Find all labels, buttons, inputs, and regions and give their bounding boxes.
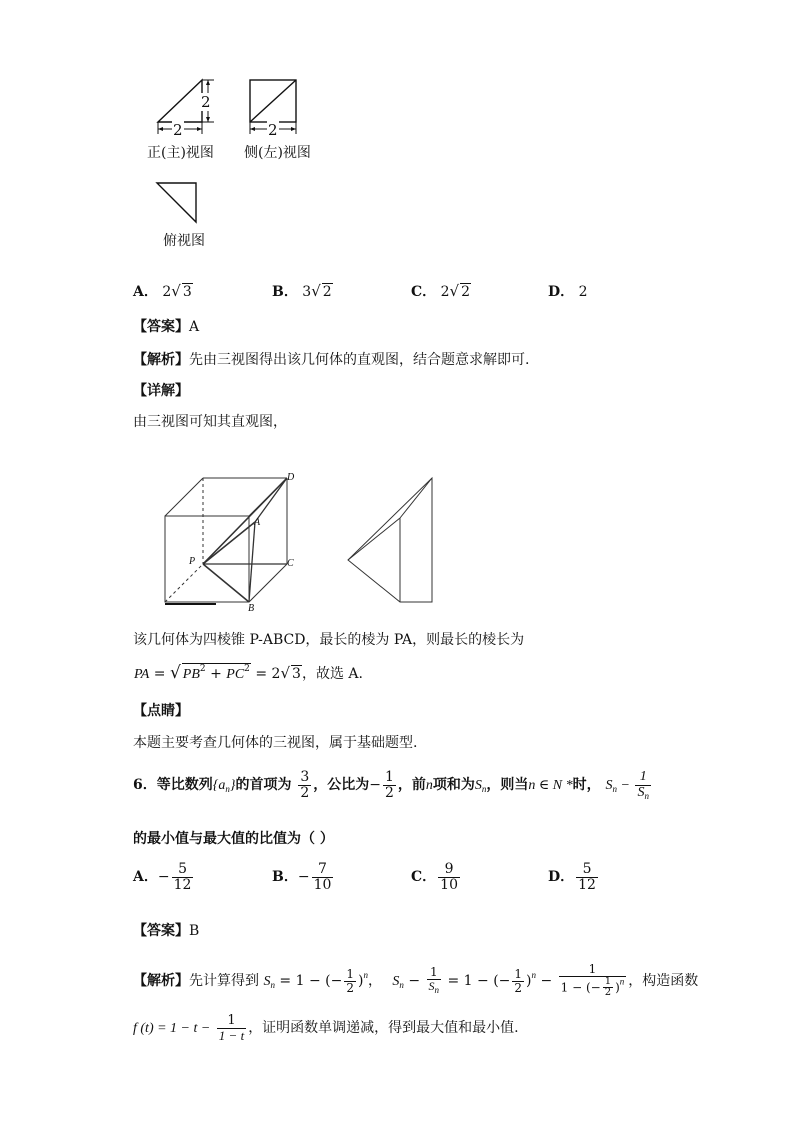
vertex-label-c: C <box>287 558 294 569</box>
formula-exp2: 2 <box>244 664 250 674</box>
option-sign: − <box>157 869 170 886</box>
option-letter: A． <box>133 284 158 300</box>
analysis-text: 先由三视图得出该几何体的直观图，结合题意求解即可. <box>189 352 530 368</box>
option-frac: $\frac{5}{12}$ <box>173 861 192 893</box>
q6-ratio: $\frac{1}{2}$ <box>385 768 394 801</box>
function-def: f (t) = 1 − t − <box>133 1021 211 1036</box>
pyramid-intuitive-figure <box>344 474 440 610</box>
q6-n: n <box>425 778 433 793</box>
q6-expression: $S_n$ − $\frac{1}{S_n}$ <box>605 769 649 801</box>
q6-analysis-line2: f (t) = 1 − t − $\frac{1}{1 - t}$ ，证明函数单调递减，得到最大值和最小值. <box>133 1012 519 1043</box>
formula-exp1: 2 <box>199 664 206 674</box>
sn-expression: = 1 − (− <box>279 973 343 989</box>
answer-tag: 【答案】 <box>133 923 189 939</box>
option-letter: C． <box>411 869 437 886</box>
option-value: 2 <box>578 284 588 300</box>
formula-coef: 2 <box>271 666 281 682</box>
q5-option-d[interactable] <box>548 281 588 301</box>
option-sign: − <box>297 869 310 886</box>
q6-condition: n ∈ N * <box>528 778 573 793</box>
side-view-width-label: 2 <box>268 121 278 139</box>
option-letter: D． <box>548 869 575 886</box>
q6-text: 等比数列 <box>156 777 213 793</box>
vertex-label-p: P <box>189 556 196 567</box>
q6-seq-sub: n <box>225 784 230 794</box>
top-view-figure <box>154 180 200 226</box>
q5-comment: 本题主要考查几何体的三视图，属于基础题型. <box>133 735 418 751</box>
formula-term2: PC <box>226 667 245 682</box>
option-letter: C． <box>411 284 437 300</box>
front-view-height-label: 2 <box>201 93 211 111</box>
q5-conclusion: 该几何体为四棱锥 P-ABCD，最长的棱为 PA，则最长的棱长为 <box>133 632 525 648</box>
q6-option-a[interactable] <box>133 862 195 892</box>
q6-answer <box>133 920 199 940</box>
option-frac: $\frac{9}{10}$ <box>440 861 458 893</box>
answer-tag: 【答案】 <box>133 319 189 335</box>
option-frac: $\frac{7}{10}$ <box>313 861 332 893</box>
q6-text: 时， <box>572 777 601 793</box>
q6-seq-end: } <box>229 778 236 793</box>
sn-expression-2: = 1 − (− <box>447 973 511 989</box>
q5-option-c[interactable]: C． 2√ 2 <box>411 282 471 300</box>
answer-value: B <box>189 923 200 939</box>
analysis-tag: 【解析】 <box>133 352 189 368</box>
option-coef: 2 <box>162 284 172 300</box>
q5-detail-tag: 【详解】 <box>133 383 189 399</box>
q6-text: ，则当 <box>486 777 529 793</box>
option-coef: 2 <box>440 284 450 300</box>
q5-comment-tag: 【点睛】 <box>133 703 189 719</box>
analysis-text: ，证明函数单调递减，得到最大值和最小值. <box>248 1020 519 1036</box>
option-radicand: 2 <box>322 284 332 300</box>
option-radicand: 2 <box>461 284 471 300</box>
q6-option-d[interactable] <box>548 862 600 892</box>
answer-value: A <box>189 319 200 335</box>
q6-stem-line2: 的最小值与最大值的比值为（ ） <box>133 831 334 847</box>
vertex-label-d: D <box>287 472 295 483</box>
vertex-label-a: A <box>254 517 261 528</box>
q5-option-a[interactable]: A． 2√ 3 <box>133 282 192 300</box>
q6-option-b[interactable] <box>272 862 335 892</box>
q5-analysis <box>133 349 529 369</box>
q6-number: 6． <box>133 777 157 793</box>
option-letter: A． <box>133 869 158 886</box>
q6-stem-line1: 6．等比数列$\{a_n\}$的首项为 $\frac{3}{2}$ ，公比为− $\frac{1}{2}$ ，前n项和为$S_n$，则当n ∈ N *时， $S_n$ − $\frac{1}{S_n}$ <box>133 769 653 805</box>
q6-text: 项和为 <box>432 777 475 793</box>
option-letter: D． <box>548 284 575 300</box>
analysis-text: ，构造函数 <box>628 973 699 989</box>
q6-first-term: $\frac{3}{2}$ <box>300 768 310 801</box>
q6-text: ，前 <box>397 777 426 793</box>
front-view-caption: 正(主)视图 <box>147 145 214 161</box>
formula-lhs: PA <box>134 667 150 682</box>
q6-text: ，公比为 <box>313 777 370 793</box>
q5-option-b[interactable]: B． 3√ 2 <box>272 282 332 300</box>
formula-term1: PB <box>182 667 200 682</box>
q6-ratio-sign: − <box>369 777 381 793</box>
top-view-caption: 俯视图 <box>163 233 205 249</box>
vertex-label-b: B <box>248 603 255 614</box>
analysis-tag: 【解析】 <box>133 973 189 989</box>
q6-text: 的首项为 <box>235 777 292 793</box>
option-coef: 3 <box>302 284 312 300</box>
cube-intuitive-figure <box>158 470 303 618</box>
option-letter: B． <box>272 284 298 300</box>
q6-analysis-line1: 【解析】先计算得到 $S_n = 1$ − (− $\frac{1}{2}$ )$^n$， $S_n$ − $\frac{1}{S_n}$ = 1 − (− $\frac{1}{2}$ )$^n$ − 1 1 − (− $\frac{1}{2}$ )$^n$ ，构造函数 <box>133 962 699 999</box>
q6-seq: {a <box>212 778 226 793</box>
front-view-width-label: 2 <box>173 121 183 139</box>
option-frac: $\frac{5}{12}$ <box>578 861 596 893</box>
formula-tail: ，故选 A. <box>301 666 363 682</box>
q5-answer <box>133 316 199 336</box>
analysis-text: 先计算得到 <box>189 973 259 989</box>
q6-option-c[interactable] <box>411 862 462 892</box>
formula-radicand: 3 <box>292 666 301 682</box>
q5-detail-line: 由三视图可知其直观图， <box>133 414 287 430</box>
option-radicand: 3 <box>182 284 192 300</box>
q5-formula: PA = √ $PB^2 + PC^2 = 2√$ 3，故选 A. <box>134 663 363 683</box>
option-letter: B． <box>272 869 298 886</box>
side-view-caption: 侧(左)视图 <box>244 145 311 161</box>
